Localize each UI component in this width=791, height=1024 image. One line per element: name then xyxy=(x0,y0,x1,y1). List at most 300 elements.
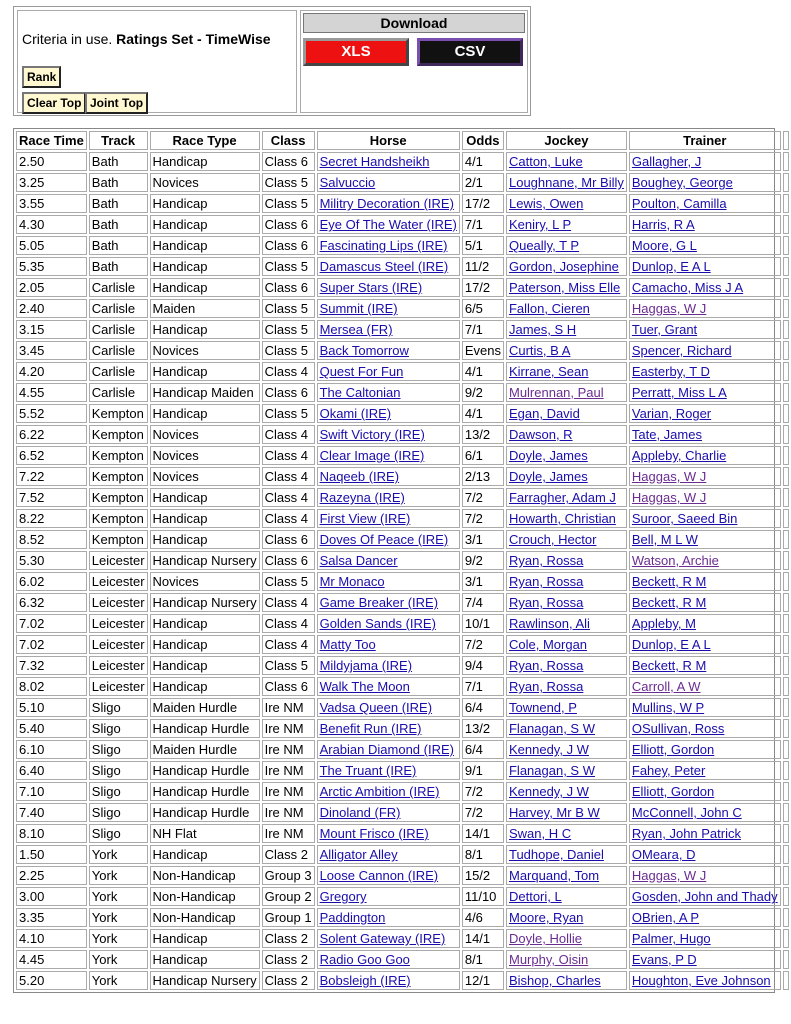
table-row xyxy=(16,236,789,255)
cell-track: Sligo xyxy=(89,740,148,759)
horse-link[interactable]: Alligator Alley xyxy=(319,847,398,862)
trainer-link[interactable]: Boughey, George xyxy=(631,175,733,190)
horse-link[interactable]: Clear Image (IRE) xyxy=(319,448,425,463)
jockey-link[interactable]: Crouch, Hector xyxy=(508,532,597,547)
jockey-link[interactable]: Marquand, Tom xyxy=(508,868,600,883)
cell-jockey xyxy=(506,845,627,864)
trainer-link[interactable]: Gallagher, J xyxy=(631,154,702,169)
jockey-link[interactable]: Howarth, Christian xyxy=(508,511,616,526)
horse-link[interactable]: Salsa Dancer xyxy=(319,553,398,568)
cell-track: Carlisle xyxy=(89,278,148,297)
cell-race-time: 2.05 xyxy=(16,278,87,297)
trainer-link[interactable]: Bell, M L W xyxy=(631,532,698,547)
cell-class: Ire NM xyxy=(262,803,315,822)
cell-race-type: Non-Handicap xyxy=(150,887,260,906)
cell-race-time: 7.22 xyxy=(16,467,87,486)
jockey-link[interactable]: Moore, Ryan xyxy=(508,910,584,925)
trainer-link[interactable]: Evans, P D xyxy=(631,952,697,967)
cell-horse xyxy=(317,908,460,927)
table-row xyxy=(16,614,789,633)
table-row xyxy=(16,782,789,801)
jockey-link[interactable]: James, S H xyxy=(508,322,577,337)
criteria-box xyxy=(17,10,297,113)
cell-jockey xyxy=(506,446,627,465)
trainer-link[interactable]: Moore, G L xyxy=(631,238,697,253)
cell-class: Ire NM xyxy=(262,824,315,843)
cell-track: Sligo xyxy=(89,719,148,738)
cell-odds: 4/1 xyxy=(462,152,504,171)
horse-link[interactable]: Okami (IRE) xyxy=(319,406,392,421)
jockey-link[interactable]: Kirrane, Sean xyxy=(508,364,589,379)
jockey-link[interactable]: Harvey, Mr B W xyxy=(508,805,600,820)
criteria-panel xyxy=(13,6,531,116)
trainer-link[interactable]: Dunlop, E A L xyxy=(631,637,711,652)
trainer-link[interactable]: Camacho, Miss J A xyxy=(631,280,744,295)
jockey-link[interactable]: Curtis, B A xyxy=(508,343,571,358)
cell-track: Bath xyxy=(89,194,148,213)
horse-link[interactable]: Swift Victory (IRE) xyxy=(319,427,425,442)
cell-race-time: 7.40 xyxy=(16,803,87,822)
horse-link[interactable]: Mildyjama (IRE) xyxy=(319,658,413,673)
cell-race-time: 2.40 xyxy=(16,299,87,318)
horse-link[interactable]: The Caltonian xyxy=(319,385,401,400)
col-horse[interactable]: Horse xyxy=(317,131,460,150)
cell-race-time: 8.52 xyxy=(16,530,87,549)
table-row xyxy=(16,530,789,549)
cell-track: Carlisle xyxy=(89,299,148,318)
horse-link[interactable]: Militry Decoration (IRE) xyxy=(319,196,454,211)
table-row xyxy=(16,257,789,276)
trainer-link[interactable]: Appleby, Charlie xyxy=(631,448,727,463)
cell-track: Leicester xyxy=(89,593,148,612)
cell-horse xyxy=(317,467,460,486)
cell-race-type: Non-Handicap xyxy=(150,908,260,927)
jockey-link[interactable]: Queally, T P xyxy=(508,238,580,253)
horse-link[interactable]: Gregory xyxy=(319,889,367,904)
col-track[interactable]: Track xyxy=(89,131,148,150)
cell-trainer xyxy=(629,425,781,444)
table-row xyxy=(16,719,789,738)
horse-link[interactable]: Dinoland (FR) xyxy=(319,805,401,820)
cell-race-time: 3.55 xyxy=(16,194,87,213)
cell-odds: 6/4 xyxy=(462,740,504,759)
cell-extra xyxy=(783,341,789,360)
table-row xyxy=(16,950,789,969)
cell-trainer xyxy=(629,446,781,465)
cell-horse xyxy=(317,383,460,402)
cell-horse xyxy=(317,803,460,822)
jockey-link[interactable]: Ryan, Rossa xyxy=(508,574,584,589)
trainer-link[interactable]: Houghton, Eve Johnson xyxy=(631,973,771,988)
trainer-link[interactable]: Tuer, Grant xyxy=(631,322,698,337)
jockey-link[interactable]: Catton, Luke xyxy=(508,154,583,169)
horse-link[interactable]: The Truant (IRE) xyxy=(319,763,417,778)
trainer-link[interactable]: Appleby, M xyxy=(631,616,696,631)
jockey-link[interactable]: Lewis, Owen xyxy=(508,196,584,211)
cell-race-time: 7.10 xyxy=(16,782,87,801)
horse-link[interactable]: Walk The Moon xyxy=(319,679,410,694)
cell-extra xyxy=(783,845,789,864)
cell-jockey xyxy=(506,803,627,822)
cell-track: Sligo xyxy=(89,803,148,822)
horse-link[interactable]: Back Tomorrow xyxy=(319,343,409,358)
cell-race-type: Handicap xyxy=(150,509,260,528)
cell-class: Class 4 xyxy=(262,446,315,465)
trainer-link[interactable]: Harris, R A xyxy=(631,217,695,232)
jockey-link[interactable]: Townend, P xyxy=(508,700,577,715)
cell-odds: 8/1 xyxy=(462,845,504,864)
horse-link[interactable]: Matty Too xyxy=(319,637,376,652)
trainer-link[interactable]: McConnell, John C xyxy=(631,805,742,820)
cell-class: Class 2 xyxy=(262,950,315,969)
horse-link[interactable]: Mount Frisco (IRE) xyxy=(319,826,429,841)
trainer-link[interactable]: Perratt, Miss L A xyxy=(631,385,727,400)
trainer-link[interactable]: Fahey, Peter xyxy=(631,763,706,778)
jockey-link[interactable]: Swan, H C xyxy=(508,826,572,841)
cell-odds: 9/2 xyxy=(462,383,504,402)
cell-race-type: Handicap xyxy=(150,194,260,213)
cell-race-type: Handicap Hurdle xyxy=(150,761,260,780)
horse-link[interactable]: Loose Cannon (IRE) xyxy=(319,868,439,883)
table-row xyxy=(16,278,789,297)
cell-race-type: NH Flat xyxy=(150,824,260,843)
trainer-link[interactable]: Poulton, Camilla xyxy=(631,196,727,211)
trainer-link[interactable]: Dunlop, E A L xyxy=(631,259,711,274)
cell-track: Carlisle xyxy=(89,362,148,381)
jockey-link[interactable]: Doyle, James xyxy=(508,469,588,484)
cell-race-time: 8.10 xyxy=(16,824,87,843)
cell-trainer xyxy=(629,341,781,360)
jockey-link[interactable]: Doyle, James xyxy=(508,448,588,463)
cell-class: Class 6 xyxy=(262,383,315,402)
cell-odds: 7/1 xyxy=(462,215,504,234)
cell-class: Class 2 xyxy=(262,929,315,948)
cell-track: Bath xyxy=(89,236,148,255)
trainer-link[interactable]: Varian, Roger xyxy=(631,406,712,421)
cell-jockey xyxy=(506,719,627,738)
cell-race-time: 6.40 xyxy=(16,761,87,780)
cell-extra xyxy=(783,908,789,927)
horse-link[interactable]: Salvuccio xyxy=(319,175,376,190)
cell-horse xyxy=(317,719,460,738)
cell-race-time: 5.30 xyxy=(16,551,87,570)
horse-link[interactable]: Fascinating Lips (IRE) xyxy=(319,238,448,253)
jockey-link[interactable]: Ryan, Rossa xyxy=(508,658,584,673)
cell-race-time: 3.00 xyxy=(16,887,87,906)
cell-track: Kempton xyxy=(89,467,148,486)
cell-trainer xyxy=(629,635,781,654)
cell-class: Class 6 xyxy=(262,152,315,171)
trainer-link[interactable]: Beckett, R M xyxy=(631,595,707,610)
cell-odds: 7/1 xyxy=(462,320,504,339)
cell-extra xyxy=(783,215,789,234)
cell-jockey xyxy=(506,761,627,780)
jockey-link[interactable]: Loughnane, Mr Billy xyxy=(508,175,624,190)
cell-odds: 3/1 xyxy=(462,572,504,591)
cell-trainer xyxy=(629,950,781,969)
cell-class: Class 5 xyxy=(262,656,315,675)
horse-link[interactable]: Naqeeb (IRE) xyxy=(319,469,400,484)
horse-link[interactable]: Arabian Diamond (IRE) xyxy=(319,742,454,757)
jockey-link[interactable]: Rawlinson, Ali xyxy=(508,616,590,631)
cell-horse xyxy=(317,341,460,360)
jockey-link[interactable]: Flanagan, S W xyxy=(508,763,595,778)
table-row xyxy=(16,971,789,990)
trainer-link[interactable]: Watson, Archie xyxy=(631,553,719,568)
cell-horse xyxy=(317,299,460,318)
col-trainer[interactable]: Trainer xyxy=(629,131,781,150)
cell-horse xyxy=(317,635,460,654)
joint-top-button[interactable]: Joint Top xyxy=(85,92,148,114)
jockey-link[interactable]: Ryan, Rossa xyxy=(508,595,584,610)
cell-track: Bath xyxy=(89,215,148,234)
cell-horse xyxy=(317,677,460,696)
jockey-link[interactable]: Cole, Morgan xyxy=(508,637,588,652)
col-class[interactable]: Class xyxy=(262,131,315,150)
cell-class: Class 5 xyxy=(262,173,315,192)
col-jockey[interactable]: Jockey xyxy=(506,131,627,150)
cell-race-time: 5.20 xyxy=(16,971,87,990)
trainer-link[interactable]: Elliott, Gordon xyxy=(631,742,715,757)
cell-odds: 7/2 xyxy=(462,635,504,654)
cell-extra xyxy=(783,740,789,759)
cell-extra xyxy=(783,887,789,906)
jockey-link[interactable]: Kennedy, J W xyxy=(508,784,589,799)
trainer-link[interactable]: Elliott, Gordon xyxy=(631,784,715,799)
cell-track: Leicester xyxy=(89,677,148,696)
trainer-link[interactable]: Beckett, R M xyxy=(631,574,707,589)
cell-jockey xyxy=(506,635,627,654)
jockey-link[interactable]: Tudhope, Daniel xyxy=(508,847,604,862)
cell-trainer xyxy=(629,278,781,297)
horse-link[interactable]: Damascus Steel (IRE) xyxy=(319,259,449,274)
trainer-link[interactable]: OBrien, A P xyxy=(631,910,700,925)
cell-jockey xyxy=(506,404,627,423)
cell-trainer xyxy=(629,215,781,234)
cell-horse xyxy=(317,782,460,801)
cell-track: Sligo xyxy=(89,824,148,843)
table-row xyxy=(16,698,789,717)
cell-race-type: Maiden Hurdle xyxy=(150,698,260,717)
horse-link[interactable]: Mersea (FR) xyxy=(319,322,393,337)
cell-track: Leicester xyxy=(89,572,148,591)
trainer-link[interactable]: Haggas, W J xyxy=(631,469,707,484)
cell-jockey xyxy=(506,173,627,192)
trainer-link[interactable]: Beckett, R M xyxy=(631,658,707,673)
jockey-link[interactable]: Fallon, Cieren xyxy=(508,301,590,316)
cell-race-type: Maiden Hurdle xyxy=(150,740,260,759)
cell-jockey xyxy=(506,908,627,927)
trainer-link[interactable]: Carroll, A W xyxy=(631,679,701,694)
horse-link[interactable]: First View (IRE) xyxy=(319,511,411,526)
cell-horse xyxy=(317,257,460,276)
cell-race-time: 8.02 xyxy=(16,677,87,696)
jockey-link[interactable]: Dettori, L xyxy=(508,889,562,904)
jockey-link[interactable]: Mulrennan, Paul xyxy=(508,385,604,400)
trainer-link[interactable]: Haggas, W J xyxy=(631,868,707,883)
trainer-link[interactable]: Suroor, Saeed Bin xyxy=(631,511,738,526)
cell-race-type: Novices xyxy=(150,572,260,591)
cell-race-time: 4.45 xyxy=(16,950,87,969)
cell-class: Class 4 xyxy=(262,467,315,486)
cell-track: Kempton xyxy=(89,425,148,444)
cell-race-type: Handicap Hurdle xyxy=(150,719,260,738)
cell-odds: 2/13 xyxy=(462,467,504,486)
cell-race-type: Handicap xyxy=(150,656,260,675)
cell-jockey xyxy=(506,950,627,969)
jockey-link[interactable]: Gordon, Josephine xyxy=(508,259,619,274)
cell-extra xyxy=(783,971,789,990)
jockey-link[interactable]: Farragher, Adam J xyxy=(508,490,616,505)
trainer-link[interactable]: Mullins, W P xyxy=(631,700,705,715)
jockey-link[interactable]: Doyle, Hollie xyxy=(508,931,582,946)
jockey-link[interactable]: Ryan, Rossa xyxy=(508,679,584,694)
cell-class: Class 6 xyxy=(262,677,315,696)
trainer-link[interactable]: Haggas, W J xyxy=(631,490,707,505)
horse-link[interactable]: Super Stars (IRE) xyxy=(319,280,423,295)
cell-trainer xyxy=(629,173,781,192)
cell-class: Ire NM xyxy=(262,698,315,717)
cell-race-type: Novices xyxy=(150,446,260,465)
horse-link[interactable]: Vadsa Queen (IRE) xyxy=(319,700,433,715)
cell-class: Ire NM xyxy=(262,740,315,759)
cell-class: Group 2 xyxy=(262,887,315,906)
cell-horse xyxy=(317,614,460,633)
cell-odds: 7/2 xyxy=(462,509,504,528)
cell-odds: 8/1 xyxy=(462,950,504,969)
horse-link[interactable]: Arctic Ambition (IRE) xyxy=(319,784,440,799)
cell-track: Bath xyxy=(89,173,148,192)
jockey-link[interactable]: Keniry, L P xyxy=(508,217,572,232)
cell-jockey xyxy=(506,656,627,675)
trainer-link[interactable]: Easterby, T D xyxy=(631,364,710,379)
cell-track: Leicester xyxy=(89,614,148,633)
trainer-link[interactable]: Spencer, Richard xyxy=(631,343,732,358)
cell-trainer xyxy=(629,782,781,801)
cell-extra xyxy=(783,551,789,570)
cell-odds: 15/2 xyxy=(462,866,504,885)
cell-jockey xyxy=(506,257,627,276)
cell-track: Kempton xyxy=(89,446,148,465)
horse-link[interactable]: Game Breaker (IRE) xyxy=(319,595,439,610)
cell-class: Class 6 xyxy=(262,215,315,234)
cell-race-type: Handicap xyxy=(150,278,260,297)
trainer-link[interactable]: Palmer, Hugo xyxy=(631,931,711,946)
cell-track: Leicester xyxy=(89,656,148,675)
cell-extra xyxy=(783,257,789,276)
horse-link[interactable]: Eye Of The Water (IRE) xyxy=(319,217,457,232)
cell-extra xyxy=(783,782,789,801)
table-row xyxy=(16,656,789,675)
cell-extra xyxy=(783,824,789,843)
jockey-link[interactable]: Ryan, Rossa xyxy=(508,553,584,568)
col-race-type[interactable]: Race Type xyxy=(150,131,260,150)
cell-track: Kempton xyxy=(89,530,148,549)
cell-extra xyxy=(783,593,789,612)
table-row xyxy=(16,173,789,192)
jockey-link[interactable]: Bishop, Charles xyxy=(508,973,601,988)
table-row xyxy=(16,929,789,948)
cell-extra xyxy=(783,362,789,381)
horse-link[interactable]: Paddington xyxy=(319,910,386,925)
trainer-link[interactable]: Ryan, John Patrick xyxy=(631,826,741,841)
cell-horse xyxy=(317,887,460,906)
horse-link[interactable]: Summit (IRE) xyxy=(319,301,398,316)
jockey-link[interactable]: Flanagan, S W xyxy=(508,721,595,736)
cell-odds: 9/4 xyxy=(462,656,504,675)
horse-link[interactable]: Quest For Fun xyxy=(319,364,404,379)
horse-link[interactable]: Bobsleigh (IRE) xyxy=(319,973,411,988)
table-row xyxy=(16,593,789,612)
horse-link[interactable]: Secret Handsheikh xyxy=(319,154,430,169)
download-csv-button[interactable]: CSV xyxy=(417,38,523,66)
criteria-prefix: Criteria in use. xyxy=(22,31,113,47)
cell-odds: Evens xyxy=(462,341,504,360)
cell-race-time: 5.10 xyxy=(16,698,87,717)
cell-trainer xyxy=(629,572,781,591)
cell-trainer xyxy=(629,383,781,402)
cell-jockey xyxy=(506,194,627,213)
cell-race-type: Handicap Maiden xyxy=(150,383,260,402)
jockey-link[interactable]: Dawson, R xyxy=(508,427,573,442)
jockey-link[interactable]: Egan, David xyxy=(508,406,580,421)
clear-top-button[interactable]: Clear Top xyxy=(22,92,86,114)
horse-link[interactable]: Razeyna (IRE) xyxy=(319,490,405,505)
cell-horse xyxy=(317,530,460,549)
horse-link[interactable]: Benefit Run (IRE) xyxy=(319,721,422,736)
trainer-link[interactable]: Gosden, John and Thady xyxy=(631,889,778,904)
trainer-link[interactable]: OSullivan, Ross xyxy=(631,721,725,736)
cell-trainer xyxy=(629,530,781,549)
col-odds[interactable]: Odds xyxy=(462,131,504,150)
jockey-link[interactable]: Paterson, Miss Elle xyxy=(508,280,621,295)
horse-link[interactable]: Mr Monaco xyxy=(319,574,385,589)
trainer-link[interactable]: Haggas, W J xyxy=(631,301,707,316)
jockey-link[interactable]: Murphy, Oisin xyxy=(508,952,589,967)
table-row xyxy=(16,383,789,402)
cell-track: Sligo xyxy=(89,761,148,780)
cell-class: Class 6 xyxy=(262,530,315,549)
jockey-link[interactable]: Kennedy, J W xyxy=(508,742,589,757)
col-race-time[interactable]: Race Time xyxy=(16,131,87,150)
cell-jockey xyxy=(506,320,627,339)
cell-jockey xyxy=(506,677,627,696)
cell-extra xyxy=(783,194,789,213)
trainer-link[interactable]: Tate, James xyxy=(631,427,702,442)
cell-odds: 4/1 xyxy=(462,404,504,423)
cell-horse xyxy=(317,950,460,969)
rank-button[interactable]: Rank xyxy=(22,66,61,88)
cell-trainer xyxy=(629,803,781,822)
cell-odds: 7/1 xyxy=(462,677,504,696)
table-row xyxy=(16,845,789,864)
table-row xyxy=(16,152,789,171)
horse-link[interactable]: Doves Of Peace (IRE) xyxy=(319,532,449,547)
download-xls-button[interactable]: XLS xyxy=(303,38,409,66)
trainer-link[interactable]: OMeara, D xyxy=(631,847,696,862)
cell-track: Sligo xyxy=(89,782,148,801)
cell-odds: 14/1 xyxy=(462,824,504,843)
horse-link[interactable]: Golden Sands (IRE) xyxy=(319,616,436,631)
cell-race-type: Handicap xyxy=(150,215,260,234)
horse-link[interactable]: Solent Gateway (IRE) xyxy=(319,931,446,946)
cell-race-type: Handicap xyxy=(150,530,260,549)
cell-class: Class 4 xyxy=(262,614,315,633)
cell-race-time: 3.25 xyxy=(16,173,87,192)
cell-race-time: 8.22 xyxy=(16,509,87,528)
cell-jockey xyxy=(506,740,627,759)
horse-link[interactable]: Radio Goo Goo xyxy=(319,952,410,967)
